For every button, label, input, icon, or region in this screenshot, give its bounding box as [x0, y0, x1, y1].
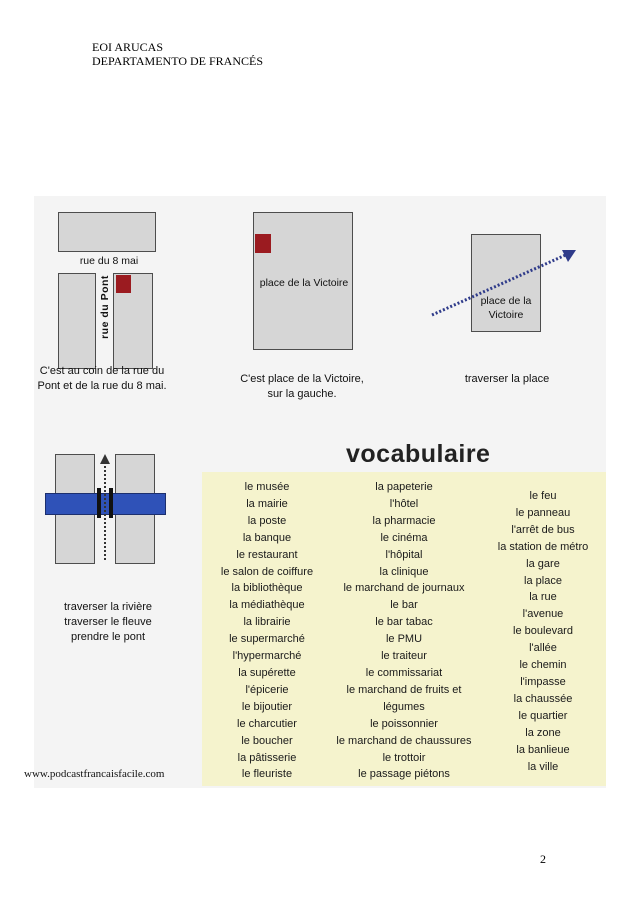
- caption-place: C'est place de la Victoire, sur la gauche.: [240, 373, 364, 400]
- vocabulary-item: le bar: [390, 599, 418, 612]
- location-marker-place: [255, 234, 271, 253]
- vocabulary-item: la pâtisserie: [237, 751, 297, 764]
- vocabulary-item: la pharmacie: [372, 514, 436, 527]
- vocabulary-column-1: [206, 479, 328, 783]
- vocabulary-item: la ville: [527, 760, 559, 773]
- street-label-8-mai: rue du 8 mai: [79, 255, 139, 267]
- vocabulary-item: la place: [524, 574, 562, 587]
- caption-corner: C'est au coin de la rue du Pont et de la rue du 8 mai.: [37, 365, 167, 392]
- caption-cross-square: traverser la place: [464, 373, 550, 385]
- vocabulary-item: l'arrêt de bus: [511, 523, 575, 536]
- vocabulary-item: le marchand de chaussures: [336, 734, 472, 747]
- caption-river-line: traverser la rivière: [63, 601, 153, 613]
- street-label-pont: rue du Pont: [99, 275, 111, 339]
- vocabulary-item: la bibliothèque: [231, 582, 303, 595]
- header-department: DEPARTAMENTO DE FRANCÉS: [92, 54, 264, 68]
- vocabulary-item: le boucher: [241, 734, 293, 747]
- vocabulary-item: le bar tabac: [375, 616, 433, 629]
- vocabulary-item: la rue: [529, 591, 557, 604]
- square-label: place de la Victoire: [480, 295, 532, 321]
- building-block-top: [58, 212, 156, 252]
- vocabulary-item: le PMU: [385, 633, 423, 646]
- vocabulary-item: la papeterie: [375, 481, 433, 493]
- vocabulary-item: le boulevard: [513, 625, 573, 638]
- vocabulary-column-2: [334, 479, 474, 783]
- page-number: 2: [540, 852, 546, 866]
- vocabulary-item: le feu: [529, 490, 557, 502]
- vocabulary-item: la poste: [247, 514, 287, 527]
- vocabulary-item: la station de métro: [497, 540, 589, 553]
- vocabulary-item: le charcutier: [237, 717, 297, 730]
- website-credit: www.podcastfrancaisfacile.com: [24, 768, 165, 780]
- vocabulary-item: l'avenue: [522, 608, 564, 621]
- vocabulary-item: le quartier: [518, 709, 568, 722]
- vocabulary-item: le cinéma: [380, 531, 428, 544]
- vocabulary-item: l'hôtel: [389, 497, 419, 510]
- vocabulary-column-3: [482, 488, 604, 775]
- vocabulary-item: le restaurant: [236, 548, 298, 561]
- vocabulary-item: légumes: [383, 700, 425, 713]
- caption-river-line: prendre le pont: [71, 631, 145, 643]
- caption-river-line: traverser le fleuve: [64, 616, 152, 628]
- vocabulary-item: le musée: [244, 481, 290, 493]
- vocabulary-box: [202, 472, 606, 786]
- vocabulary-item: le passage piétons: [358, 768, 450, 781]
- vocabulary-item: le supermarché: [229, 633, 305, 646]
- location-marker: [116, 275, 131, 293]
- vocabulary-item: le fleuriste: [241, 768, 293, 781]
- vocabulary-item: le traiteur: [381, 650, 427, 663]
- vocabulary-item: le bijoutier: [241, 700, 293, 713]
- vocabulary-item: la librairie: [243, 616, 291, 629]
- vocabulary-item: l'hypermarché: [232, 650, 302, 663]
- vocabulary-item: le panneau: [515, 506, 571, 519]
- caption-river: [52, 600, 164, 645]
- vocabulary-item: l'épicerie: [245, 683, 289, 696]
- vocabulary-infographic: [24, 196, 606, 788]
- vocabulary-item: le commissariat: [365, 666, 443, 679]
- vocabulary-item: l'hôpital: [385, 548, 423, 561]
- vocabulary-item: la clinique: [379, 565, 429, 578]
- bridge-arrow-icon: [98, 454, 112, 562]
- vocabulary-item: la zone: [525, 726, 561, 739]
- vocabulary-item: le marchand de journaux: [343, 582, 465, 595]
- vocabulary-title: vocabulaire: [346, 440, 491, 468]
- vocabulary-item: le marchand de fruits et: [346, 683, 462, 696]
- vocabulary-item: le trottoir: [382, 751, 426, 764]
- vocabulary-item: la banque: [242, 531, 292, 544]
- vocabulary-item: la médiathèque: [229, 599, 305, 612]
- vocabulary-item: la chaussée: [513, 692, 573, 705]
- vocabulary-item: le salon de coiffure: [220, 565, 314, 578]
- dotted-arrow-icon: [424, 236, 584, 326]
- building-block-left: [58, 273, 96, 369]
- vocabulary-item: la gare: [526, 557, 560, 570]
- vocabulary-item: l'impasse: [520, 675, 566, 688]
- vocabulary-item: la banlieue: [516, 743, 570, 756]
- vocabulary-item: le chemin: [519, 659, 567, 672]
- vocabulary-item: le poissonnier: [370, 717, 438, 730]
- vocabulary-item: la supérette: [238, 666, 296, 679]
- vocabulary-item: la mairie: [246, 497, 288, 510]
- vocabulary-item: l'allée: [529, 642, 557, 655]
- header-school: EOI ARUCAS: [92, 40, 164, 54]
- place-label: place de la Victoire: [259, 277, 349, 289]
